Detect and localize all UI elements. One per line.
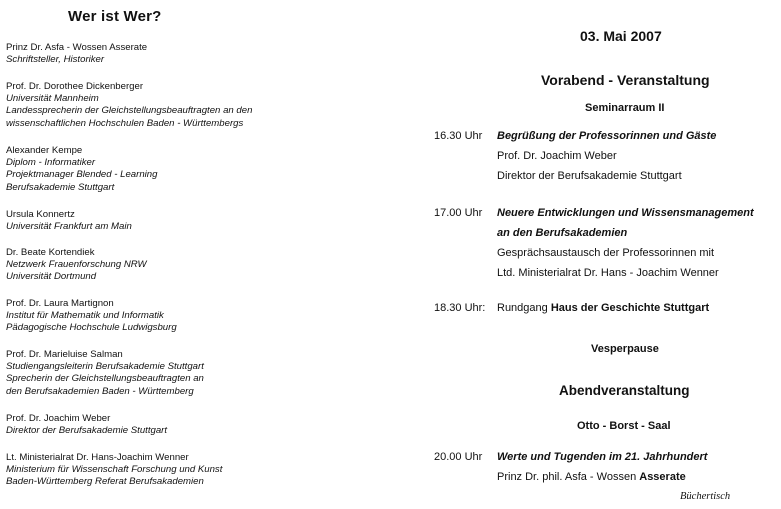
agenda-title: Neuere Entwicklungen und Wissensmanagement	[497, 207, 754, 219]
agenda-item-knowledge	[497, 203, 754, 283]
person-detail: Landessprecherin der Gleichstellungsbeauftragten an den	[6, 105, 253, 117]
time-1700: 17.00 Uhr	[434, 207, 483, 219]
who-is-who-heading: Wer ist Wer?	[68, 8, 162, 25]
tour-prefix: Rundgang	[497, 302, 551, 314]
person-name: Prof. Dr. Dorothee Dickenberger	[6, 81, 144, 92]
person-name: Dr. Beate Kortendiek	[6, 247, 95, 258]
person-name: Prof. Dr. Joachim Weber	[6, 413, 111, 424]
agenda-item-lecture	[497, 447, 707, 487]
person-name: Prof. Dr. Laura Martignon	[6, 298, 114, 309]
agenda-title: Begrüßung der Professorinnen und Gäste	[497, 130, 717, 142]
break-heading: Vesperpause	[591, 343, 659, 355]
tour-location: Haus der Geschichte Stuttgart	[550, 302, 710, 314]
agenda-title-cont: an den Berufsakademien	[497, 227, 628, 239]
room-otto-borst: Otto - Borst - Saal	[577, 420, 671, 432]
agenda-item-tour	[497, 298, 709, 318]
time-1830: 18.30 Uhr:	[434, 302, 486, 314]
person-name: Ursula Konnertz	[6, 209, 75, 220]
person-detail: Universität Frankfurt am Main	[6, 221, 132, 233]
pre-evening-heading: Vorabend - Veranstaltung	[541, 72, 710, 88]
person-detail: Sprecherin der Gleichstellungsbeauftragten an	[6, 373, 204, 385]
person-detail: Diplom - Informatiker	[6, 157, 96, 169]
agenda-item-welcome	[497, 126, 716, 186]
person-detail: Pädagogische Hochschule Ludwigsburg	[6, 322, 177, 334]
agenda-title: Werte und Tugenden im 21. Jahrhundert	[497, 451, 708, 463]
agenda-line: Gesprächsaustausch der Professorinnen mit	[497, 247, 715, 259]
room-seminar: Seminarraum II	[585, 102, 665, 114]
person-detail: Projektmanager Blended - Learning	[6, 169, 158, 181]
person-detail: Berufsakademie Stuttgart	[6, 181, 115, 193]
speaker-prefix: Prinz Dr. phil. Asfa - Wossen	[497, 471, 640, 483]
person-detail: Institut für Mathematik und Informatik	[6, 310, 164, 322]
person-name: Prinz Dr. Asfa - Wossen Asserate	[6, 42, 148, 53]
person-detail: Universität Mannheim	[6, 93, 99, 105]
person-detail: den Berufsakademien Baden - Württemberg	[6, 385, 194, 397]
person-name: Lt. Ministerialrat Dr. Hans-Joachim Wenner	[6, 452, 189, 463]
program-date: 03. Mai 2007	[580, 28, 662, 44]
speaker-surname: Asserate	[639, 471, 686, 483]
person-detail: Studiengangsleiterin Berufsakademie Stuttgart	[6, 361, 204, 373]
person-detail: wissenschaftlichen Hochschulen Baden - Württembergs	[6, 117, 244, 129]
agenda-line: Ltd. Ministerialrat Dr. Hans - Joachim Wenner	[497, 267, 719, 279]
agenda-line: Prof. Dr. Joachim Weber	[497, 150, 617, 162]
person-detail: Ministerium für Wissenschaft Forschung und Kunst	[6, 464, 223, 476]
time-2000: 20.00 Uhr	[434, 451, 483, 463]
book-table-note: Büchertisch	[680, 491, 731, 502]
person-name: Alexander Kempe	[6, 145, 83, 156]
person-detail: Schriftsteller, Historiker	[6, 54, 105, 66]
agenda-line: Direktor der Berufsakademie Stuttgart	[497, 170, 682, 182]
person-name: Prof. Dr. Marieluise Salman	[6, 349, 123, 360]
evening-heading: Abendveranstaltung	[559, 383, 690, 398]
person-detail: Direktor der Berufsakademie Stuttgart	[6, 425, 168, 437]
time-1630: 16.30 Uhr	[434, 130, 483, 142]
person-detail: Universität Dortmund	[6, 271, 97, 283]
person-detail: Netzwerk Frauenforschung NRW	[6, 259, 147, 271]
person-detail: Baden-Württemberg Referat Berufsakademien	[6, 476, 204, 488]
